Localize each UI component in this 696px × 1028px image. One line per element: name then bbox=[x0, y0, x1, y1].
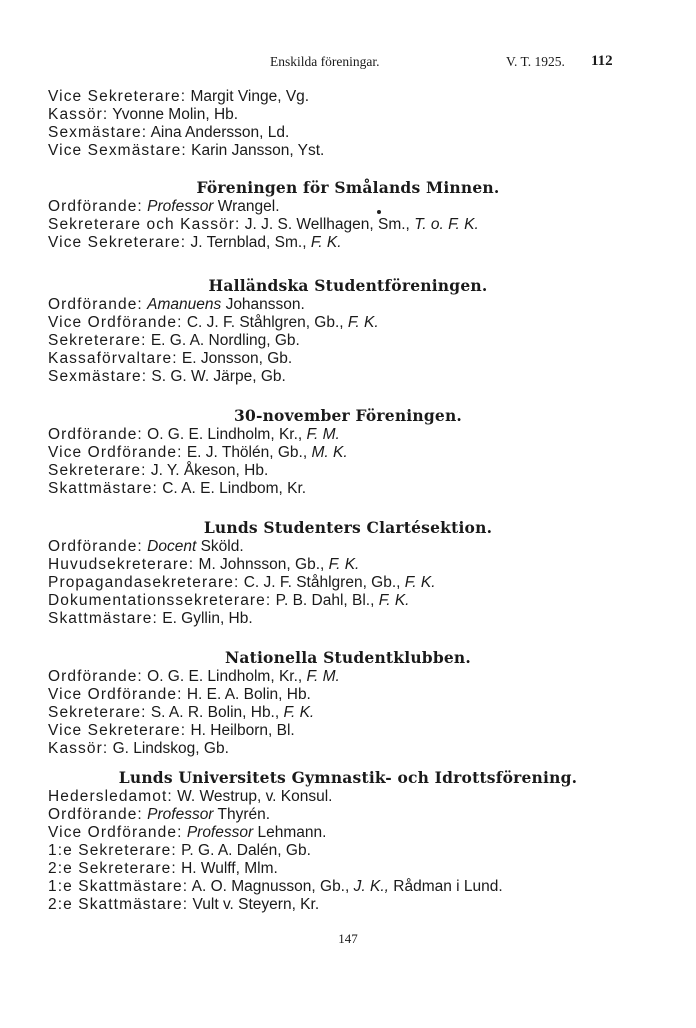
section-gymnastik-idrottsforening bbox=[48, 768, 648, 914]
list-item: Skattmästare: E. Gyllin, Hb. bbox=[48, 610, 253, 627]
section-heading: Halländska Studentföreningen. bbox=[208, 276, 488, 295]
list-item: Sekreterare: J. Y. Åkeson, Hb. bbox=[48, 462, 269, 479]
list-item: Ordförande: Docent Sköld. bbox=[48, 538, 244, 555]
section-nationella-studentklubben bbox=[48, 648, 648, 758]
list-item: Vice Ordförande: E. J. Thölén, Gb., M. K. bbox=[48, 444, 348, 461]
list-item: Kassör: Yvonne Molin, Hb. bbox=[48, 106, 239, 123]
list-item: Propagandasekreterare: C. J. F. Ståhlgren, Gb., F. K. bbox=[48, 574, 436, 591]
list-item: 2:e Skattmästare: Vult v. Steyern, Kr. bbox=[48, 896, 320, 913]
list-item: Ordförande: O. G. E. Lindholm, Kr., F. M. bbox=[48, 426, 340, 443]
header-page-number: 112 bbox=[591, 53, 613, 69]
section-heading: Nationella Studentklubben. bbox=[225, 648, 471, 667]
list-item: 1:e Sekreterare: P. G. A. Dalén, Gb. bbox=[48, 842, 311, 859]
section-heading: Föreningen för Smålands Minnen. bbox=[196, 178, 500, 197]
list-item: 1:e Skattmästare: A. O. Magnusson, Gb., J. K., Rådman i Lund. bbox=[48, 878, 503, 895]
list-item: Hedersledamot: W. Westrup, v. Konsul. bbox=[48, 788, 333, 805]
list-item: Kassör: G. Lindskog, Gb. bbox=[48, 740, 229, 757]
section-30-november bbox=[48, 406, 648, 498]
list-item: Ordförande: Professor Wrangel. bbox=[48, 198, 280, 215]
list-item: Vice Ordförande: H. E. A. Bolin, Hb. bbox=[48, 686, 311, 703]
list-item: Sekreterare: E. G. A. Nordling, Gb. bbox=[48, 332, 300, 349]
list-item: Kassaförvaltare: E. Jonsson, Gb. bbox=[48, 350, 293, 367]
list-item: Vice Ordförande: Professor Lehmann. bbox=[48, 824, 327, 841]
list-item: Vice Ordförande: C. J. F. Ståhlgren, Gb., F. K. bbox=[48, 314, 379, 331]
list-item: Skattmästare: C. A. E. Lindbom, Kr. bbox=[48, 480, 307, 497]
list-item: Ordförande: Professor Thyrén. bbox=[48, 806, 271, 823]
list-item: Vice Sexmästare: Karin Jansson, Yst. bbox=[48, 142, 325, 159]
section-smalands-minnen bbox=[48, 178, 648, 252]
section-heading: Lunds Universitets Gymnastik- och Idrottsförening. bbox=[118, 768, 578, 787]
header-title: Enskilda föreningar. bbox=[270, 54, 380, 69]
section-continued bbox=[48, 88, 648, 160]
section-clartesektion bbox=[48, 518, 648, 628]
list-item: Sexmästare: Aina Andersson, Ld. bbox=[48, 124, 290, 141]
list-item: Huvudsekreterare: M. Johnsson, Gb., F. K. bbox=[48, 556, 360, 573]
list-item: Sekreterare och Kassör: J. J. S. Wellhagen, Sm., T. o. F. K. bbox=[48, 216, 479, 233]
list-item: Vice Sekreterare: H. Heilborn, Bl. bbox=[48, 722, 295, 739]
list-item: Sexmästare: S. G. W. Järpe, Gb. bbox=[48, 368, 286, 385]
running-header bbox=[0, 54, 696, 74]
header-term: V. T. 1925. bbox=[506, 54, 565, 69]
section-heading: Lunds Studenters Clartésektion. bbox=[203, 518, 493, 537]
list-item: Vice Sekreterare: Margit Vinge, Vg. bbox=[48, 88, 310, 105]
list-item: 2:e Sekreterare: H. Wulff, Mlm. bbox=[48, 860, 278, 877]
list-item: Ordförande: O. G. E. Lindholm, Kr., F. M. bbox=[48, 668, 340, 685]
list-item: Sekreterare: S. A. R. Bolin, Hb., F. K. bbox=[48, 704, 315, 721]
list-item: Vice Sekreterare: J. Ternblad, Sm., F. K. bbox=[48, 234, 342, 251]
page-number-footer: 147 bbox=[338, 931, 358, 946]
section-hallandska bbox=[48, 276, 648, 386]
list-item: Ordförande: Amanuens Johansson. bbox=[48, 296, 305, 313]
section-heading: 30-november Föreningen. bbox=[233, 406, 463, 425]
list-item: Dokumentationssekreterare: P. B. Dahl, Bl., F. K. bbox=[48, 592, 410, 609]
